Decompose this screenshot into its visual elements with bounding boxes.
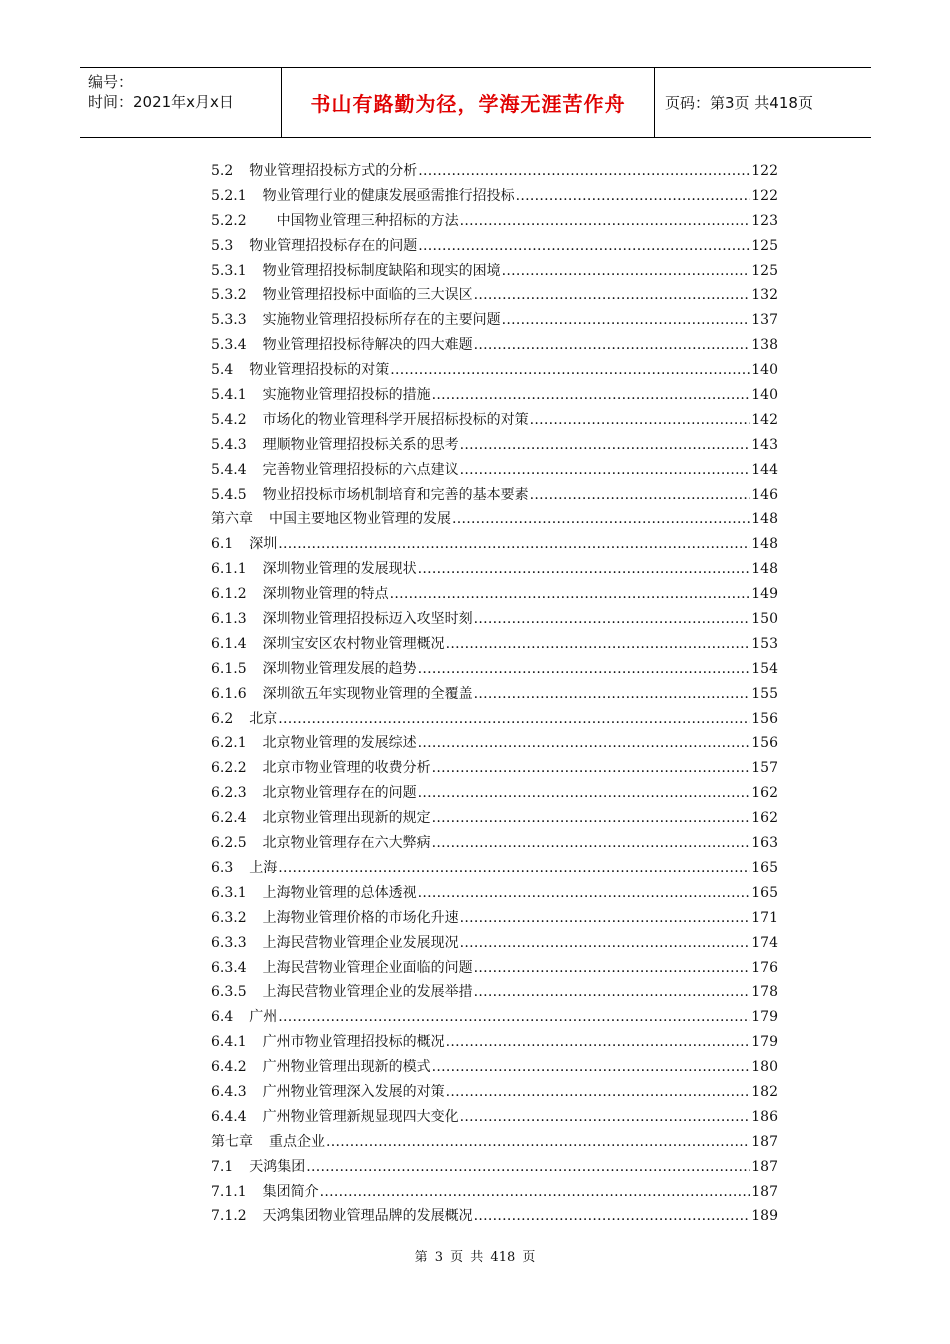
- toc-entry-title: 天鸿集团: [249, 1158, 306, 1175]
- toc-entry-number: 6.1.2: [211, 586, 247, 603]
- toc-entry-page: 174: [751, 934, 778, 951]
- toc-entry-title: 完善物业管理招投标的六点建议: [262, 461, 459, 478]
- toc-entry[interactable]: [211, 159, 778, 184]
- toc-dot-leader: [432, 831, 751, 856]
- toc-dot-leader: [460, 931, 751, 956]
- toc-dot-leader: [320, 1180, 751, 1205]
- toc-entry-title: 北京物业管理的发展综述: [262, 735, 417, 752]
- toc-entry-title: 上海物业管理价格的市场化升速: [262, 909, 459, 926]
- toc-entry-number: 6.1.1: [211, 561, 247, 578]
- toc-dot-leader: [460, 906, 751, 931]
- toc-entry-title: 北京物业管理存在的问题: [262, 785, 417, 802]
- toc-entry-number: 5.4.3: [211, 436, 247, 453]
- toc-entry-page: 154: [751, 660, 778, 677]
- toc-entry[interactable]: [211, 433, 778, 458]
- toc-entry-page: 137: [751, 312, 778, 329]
- toc-entry[interactable]: [211, 1180, 778, 1205]
- toc-entry-title: 理顺物业管理招投标关系的思考: [262, 436, 459, 453]
- toc-entry-title: 中国物业管理三种招标的方法: [262, 212, 459, 229]
- toc-entry-number: 5.3.4: [211, 337, 247, 354]
- toc-dot-leader: [446, 1080, 751, 1105]
- toc-entry-page: 155: [751, 685, 778, 702]
- toc-dot-leader: [432, 383, 751, 408]
- toc-entry-page: 156: [751, 710, 778, 727]
- toc-dot-leader: [432, 1055, 751, 1080]
- toc-entry-title: 深圳物业管理发展的趋势: [262, 660, 417, 677]
- toc-entry-title: 实施物业管理招投标的措施: [262, 387, 431, 404]
- toc-entry-page: 142: [751, 411, 778, 428]
- toc-entry-page: 122: [751, 187, 778, 204]
- toc-entry[interactable]: [211, 632, 778, 657]
- toc-entry-page: 187: [751, 1133, 778, 1150]
- toc-entry-page: 187: [751, 1158, 778, 1175]
- toc-entry-number: 6.3.2: [211, 909, 247, 926]
- toc-entry[interactable]: [211, 731, 778, 756]
- toc-entry[interactable]: [211, 906, 778, 931]
- toc-entry-number: 6.3.3: [211, 934, 247, 951]
- page-header: [80, 67, 871, 138]
- toc-entry[interactable]: [211, 931, 778, 956]
- toc-entry-title: 重点企业: [269, 1133, 325, 1150]
- toc-dot-leader: [418, 657, 751, 682]
- toc-entry[interactable]: [211, 1105, 778, 1130]
- toc-entry-page: 179: [751, 1034, 778, 1051]
- toc-entry-page: 138: [751, 337, 778, 354]
- code-label: 编号：: [88, 73, 134, 91]
- header-motto: 书山有路勤为径，学海无涯苦作舟: [282, 68, 655, 137]
- toc-entry-page: 153: [751, 635, 778, 652]
- toc-entry-page: 165: [751, 884, 778, 901]
- toc-entry-page: 156: [751, 735, 778, 752]
- toc-entry-number: 6.3.1: [211, 884, 247, 901]
- toc-entry-title: 物业管理招投标方式的分析: [249, 163, 418, 179]
- toc-entry-number: 6.2.4: [211, 810, 247, 827]
- toc-entry-number: 第六章: [211, 511, 253, 528]
- toc-entry[interactable]: [211, 333, 778, 358]
- toc-entry-number: 5.3.2: [211, 287, 247, 304]
- toc-entry[interactable]: [211, 209, 778, 234]
- toc-entry[interactable]: [211, 831, 778, 856]
- toc-dot-leader: [516, 184, 751, 209]
- toc-entry-number: 6.3.5: [211, 984, 247, 1001]
- toc-dot-leader: [460, 458, 751, 483]
- toc-dot-leader: [418, 557, 751, 582]
- table-of-contents: [211, 159, 778, 1229]
- toc-entry-title: 市场化的物业管理科学开展招标投标的对策: [262, 411, 529, 428]
- toc-entry-title: 物业招投标市场机制培育和完善的基本要素: [262, 486, 529, 503]
- toc-dot-leader: [474, 333, 751, 358]
- toc-entry[interactable]: [211, 1055, 778, 1080]
- toc-entry-number: 6.4: [211, 1009, 234, 1026]
- toc-entry-number: 6.4.3: [211, 1083, 247, 1100]
- toc-entry-title: 上海民营物业管理企业面临的问题: [262, 959, 473, 976]
- toc-entry-page: 123: [751, 212, 778, 229]
- toc-entry-title: 上海物业管理的总体透视: [262, 884, 417, 901]
- toc-entry[interactable]: [211, 184, 778, 209]
- toc-entry-number: 6.3: [211, 859, 234, 876]
- toc-entry[interactable]: [211, 1155, 778, 1180]
- toc-entry[interactable]: [211, 308, 778, 333]
- toc-entry-page: 140: [751, 387, 778, 404]
- toc-entry-title: 深圳: [249, 536, 278, 553]
- toc-entry-title: 上海: [249, 859, 278, 876]
- toc-entry-number: 6.2.1: [211, 735, 247, 752]
- toc-entry[interactable]: [211, 1005, 778, 1030]
- toc-entry-page: 148: [751, 511, 778, 528]
- toc-entry-number: 6.1: [211, 536, 234, 553]
- toc-dot-leader: [474, 980, 751, 1005]
- toc-dot-leader: [460, 1105, 751, 1130]
- toc-entry-page: 148: [751, 561, 778, 578]
- toc-entry[interactable]: [211, 707, 778, 732]
- toc-entry-number: 5.2.2: [211, 212, 247, 229]
- toc-entry[interactable]: [211, 259, 778, 284]
- toc-dot-leader: [418, 731, 751, 756]
- toc-entry-title: 物业管理招投标的对策: [249, 362, 390, 379]
- toc-dot-leader: [530, 483, 751, 508]
- toc-dot-leader: [452, 507, 750, 532]
- toc-entry-number: 7.1.1: [211, 1183, 247, 1200]
- toc-dot-leader: [502, 259, 751, 284]
- toc-entry-page: 157: [751, 760, 778, 777]
- toc-entry-page: 171: [751, 909, 778, 926]
- toc-entry-number: 5.4.2: [211, 411, 247, 428]
- toc-entry-number: 5.2: [211, 163, 234, 179]
- toc-entry-page: 125: [751, 237, 778, 254]
- toc-entry-title: 深圳宝安区农村物业管理概况: [262, 635, 445, 652]
- toc-entry[interactable]: [211, 607, 778, 632]
- toc-entry-title: 物业管理招投标中面临的三大误区: [262, 287, 473, 304]
- toc-entry[interactable]: [211, 283, 778, 308]
- toc-entry[interactable]: [211, 881, 778, 906]
- toc-entry-number: 6.1.5: [211, 660, 247, 677]
- toc-entry-page: 150: [751, 611, 778, 628]
- toc-entry-title: 北京: [249, 710, 278, 727]
- toc-entry-page: 140: [751, 362, 778, 379]
- toc-entry[interactable]: [211, 383, 778, 408]
- toc-entry-number: 5.2.1: [211, 187, 247, 204]
- toc-entry-title: 实施物业管理招投标所存在的主要问题: [262, 312, 501, 329]
- toc-entry-number: 6.3.4: [211, 959, 247, 976]
- toc-entry[interactable]: [211, 682, 778, 707]
- toc-dot-leader: [446, 632, 751, 657]
- toc-entry-number: 6.2: [211, 710, 234, 727]
- toc-entry-title: 深圳物业管理的发展现状: [262, 561, 417, 578]
- toc-dot-leader: [474, 283, 751, 308]
- toc-entry-title: 北京物业管理存在六大弊病: [262, 835, 431, 852]
- toc-entry[interactable]: [211, 483, 778, 508]
- toc-entry-page: 176: [751, 959, 778, 976]
- toc-entry-title: 中国主要地区物业管理的发展: [269, 511, 451, 528]
- toc-entry-title: 深圳物业管理的特点: [262, 586, 389, 603]
- toc-dot-leader: [390, 358, 750, 383]
- toc-entry[interactable]: [211, 980, 778, 1005]
- toc-entry-title: 广州物业管理新规显现四大变化: [262, 1108, 459, 1125]
- toc-entry-title: 北京市物业管理的收费分析: [262, 760, 431, 777]
- toc-entry[interactable]: [211, 781, 778, 806]
- toc-entry-number: 6.1.4: [211, 635, 247, 652]
- toc-entry-number: 5.4.5: [211, 486, 247, 503]
- toc-dot-leader: [474, 1204, 751, 1229]
- toc-entry[interactable]: [211, 408, 778, 433]
- toc-entry-number: 6.2.5: [211, 835, 247, 852]
- toc-dot-leader: [446, 1030, 751, 1055]
- toc-dot-leader: [278, 856, 750, 881]
- toc-entry-page: 187: [751, 1183, 778, 1200]
- toc-entry-page: 162: [751, 810, 778, 827]
- toc-dot-leader: [418, 881, 751, 906]
- toc-dot-leader: [418, 781, 751, 806]
- toc-entry-title: 物业管理招投标待解决的四大难题: [262, 337, 473, 354]
- toc-entry-page: 186: [751, 1108, 778, 1125]
- toc-entry[interactable]: [211, 1130, 778, 1155]
- toc-entry-number: 5.4: [211, 362, 234, 379]
- toc-dot-leader: [530, 408, 751, 433]
- toc-dot-leader: [326, 1130, 750, 1155]
- toc-entry-page: 179: [751, 1009, 778, 1026]
- toc-entry-title: 物业管理行业的健康发展亟需推行招投标: [262, 187, 515, 204]
- toc-dot-leader: [432, 806, 751, 831]
- toc-entry[interactable]: [211, 856, 778, 881]
- toc-entry-page: 143: [751, 436, 778, 453]
- toc-entry[interactable]: [211, 1030, 778, 1055]
- toc-dot-leader: [278, 1005, 750, 1030]
- toc-dot-leader: [460, 209, 751, 234]
- toc-entry-number: 6.4.2: [211, 1059, 247, 1076]
- toc-entry-number: 6.4.1: [211, 1034, 247, 1051]
- toc-entry-title: 天鸿集团物业管理品牌的发展概况: [262, 1208, 473, 1225]
- toc-entry-number: 第七章: [211, 1133, 253, 1150]
- toc-entry-title: 深圳欲五年实现物业管理的全覆盖: [262, 685, 473, 702]
- toc-dot-leader: [502, 308, 751, 333]
- toc-entry-page: 163: [751, 835, 778, 852]
- toc-entry[interactable]: [211, 234, 778, 259]
- toc-dot-leader: [432, 756, 751, 781]
- toc-entry[interactable]: [211, 507, 778, 532]
- toc-entry-page: 132: [751, 287, 778, 304]
- toc-entry-title: 上海民营物业管理企业的发展举措: [262, 984, 473, 1001]
- toc-entry-number: 5.3.3: [211, 312, 247, 329]
- toc-entry-page: 125: [751, 262, 778, 279]
- toc-dot-leader: [306, 1155, 750, 1180]
- toc-entry-title: 集团简介: [262, 1183, 319, 1200]
- toc-dot-leader: [474, 956, 751, 981]
- toc-entry-title: 物业管理招投标存在的问题: [249, 237, 418, 254]
- toc-entry-number: 5.4.4: [211, 461, 247, 478]
- toc-entry[interactable]: [211, 532, 778, 557]
- toc-entry-title: 北京物业管理出现新的规定: [262, 810, 431, 827]
- toc-entry-page: 149: [751, 586, 778, 603]
- toc-dot-leader: [418, 234, 750, 259]
- toc-dot-leader: [474, 682, 751, 707]
- toc-entry-number: 6.1.3: [211, 611, 247, 628]
- toc-entry-page: 146: [751, 486, 778, 503]
- toc-entry[interactable]: [211, 458, 778, 483]
- toc-entry-page: 165: [751, 859, 778, 876]
- toc-entry-number: 6.2.3: [211, 785, 247, 802]
- toc-entry[interactable]: [211, 358, 778, 383]
- toc-dot-leader: [474, 607, 751, 632]
- toc-entry-page: 148: [751, 536, 778, 553]
- toc-entry[interactable]: [211, 657, 778, 682]
- toc-entry[interactable]: [211, 557, 778, 582]
- toc-entry-page: 178: [751, 984, 778, 1001]
- toc-entry[interactable]: [211, 1204, 778, 1229]
- header-page-info: 页码：第3页 共418页: [665, 94, 813, 112]
- toc-entry-number: 5.4.1: [211, 387, 247, 404]
- toc-entry-title: 广州物业管理深入发展的对策: [262, 1083, 445, 1100]
- toc-entry-title: 广州物业管理出现新的模式: [262, 1059, 431, 1076]
- toc-entry-page: 189: [751, 1208, 778, 1225]
- toc-entry-page: 122: [751, 163, 778, 179]
- toc-entry-number: 6.2.2: [211, 760, 247, 777]
- toc-entry-page: 182: [751, 1083, 778, 1100]
- toc-entry-title: 广州市物业管理招投标的概况: [262, 1034, 445, 1051]
- toc-entry[interactable]: [211, 956, 778, 981]
- toc-entry-title: 广州: [249, 1009, 278, 1026]
- toc-entry-title: 物业管理招投标制度缺陷和现实的困境: [262, 262, 501, 279]
- toc-dot-leader: [278, 707, 750, 732]
- toc-entry-number: 7.1: [211, 1158, 234, 1175]
- toc-entry[interactable]: [211, 756, 778, 781]
- toc-dot-leader: [278, 532, 750, 557]
- toc-entry-title: 深圳物业管理招投标迈入攻坚时刻: [262, 611, 473, 628]
- toc-dot-leader: [390, 582, 751, 607]
- time-label: 时间：2021年x月x日: [88, 93, 234, 111]
- toc-entry-number: 7.1.2: [211, 1208, 247, 1225]
- header-meta: [80, 68, 282, 137]
- toc-entry[interactable]: [211, 582, 778, 607]
- toc-entry-title: 上海民营物业管理企业发展现况: [262, 934, 459, 951]
- toc-entry[interactable]: [211, 1080, 778, 1105]
- toc-entry-number: 5.3: [211, 237, 234, 254]
- toc-entry-number: 6.4.4: [211, 1108, 247, 1125]
- toc-entry-number: 6.1.6: [211, 685, 247, 702]
- toc-entry[interactable]: [211, 806, 778, 831]
- toc-dot-leader: [418, 159, 750, 184]
- toc-entry-number: 5.3.1: [211, 262, 247, 279]
- toc-dot-leader: [460, 433, 751, 458]
- toc-entry-page: 144: [751, 461, 778, 478]
- page-footer: 第 3 页 共 418 页: [414, 1250, 536, 1265]
- toc-entry-page: 162: [751, 785, 778, 802]
- toc-entry-page: 180: [751, 1059, 778, 1076]
